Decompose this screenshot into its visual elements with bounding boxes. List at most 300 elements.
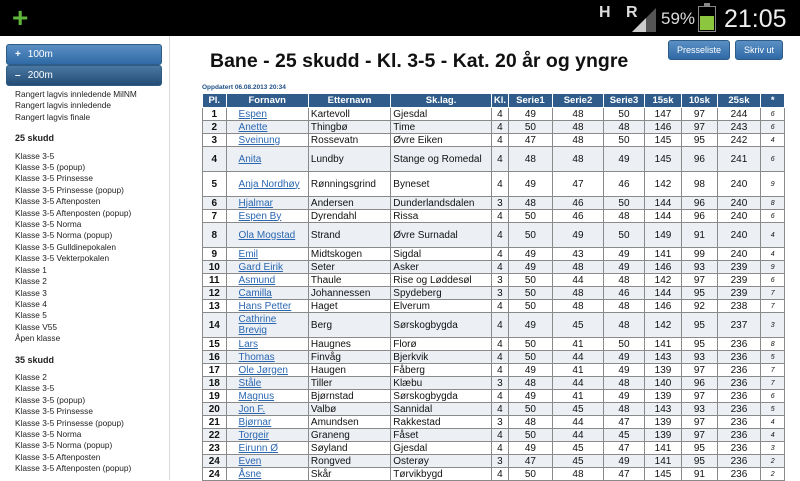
signal-icon [630,6,658,32]
table-row [203,313,785,338]
place-cell: 24 [203,468,227,481]
press-list-button[interactable]: Presseliste [668,40,730,60]
star-cell: 6 [761,147,785,172]
last-name-cell: Andersen [308,197,390,210]
star-cell: 6 [761,390,785,403]
score10-cell: 97 [682,390,717,403]
class-cell: 4 [491,403,508,416]
score15-cell: 139 [644,416,681,429]
class-cell: 3 [491,287,508,300]
athlete-link[interactable]: Asmund [238,274,276,286]
star-cell: 5 [761,403,785,416]
star-cell: 8 [761,338,785,351]
club-cell: Time [391,121,492,134]
class-cell: 3 [491,455,508,468]
club-cell: Gjesdal [391,108,492,121]
sidebar-link[interactable]: Klasse 3-5 Gulldinepokalen [15,241,117,252]
athlete-link[interactable]: Ståle [238,377,262,389]
print-button[interactable]: Skriv ut [735,40,783,60]
series1-cell: 49 [508,364,552,377]
place-cell: 15 [203,338,227,351]
class-cell: 4 [491,121,508,134]
page-title: Bane - 25 skudd - Kl. 3-5 - Kat. 20 år og yngre [210,50,629,72]
club-cell: Klæbu [391,377,492,390]
star-cell: 6 [761,210,785,223]
sidebar-link[interactable]: Klasse 3-5 Norma (popup) [15,230,113,241]
athlete-link[interactable]: Camilla [238,287,272,299]
series3-cell: 50 [604,338,645,351]
star-cell: 4 [761,248,785,261]
class-cell: 4 [491,442,508,455]
club-cell: Gjesdal [391,442,492,455]
first-name-cell [226,248,308,261]
series1-cell: 48 [508,197,552,210]
column-header: Etternavn [308,94,390,108]
table-row [203,468,785,481]
series1-cell: 49 [508,261,552,274]
athlete-link[interactable]: Gard Eirik [238,261,283,273]
place-cell: 17 [203,364,227,377]
class-cell: 4 [491,390,508,403]
first-name-cell [226,416,308,429]
club-cell: Sigdal [391,248,492,261]
place-cell: 4 [203,147,227,172]
score10-cell: 97 [682,364,717,377]
column-header: Sk.lag. [391,94,492,108]
star-cell: 4 [761,134,785,147]
sidebar-link[interactable]: Klasse 2 [15,371,47,382]
first-name-cell [226,287,308,300]
series3-cell: 50 [604,197,645,210]
score15-cell: 139 [644,429,681,442]
place-cell: 1 [203,108,227,121]
score25-cell: 240 [717,197,761,210]
expand-icon: + [15,49,21,60]
last-name-cell: Finvåg [308,351,390,364]
place-cell: 8 [203,223,227,248]
athlete-link[interactable]: Lars [238,338,258,350]
network-r-icon: R [626,4,638,21]
score15-cell: 144 [644,197,681,210]
score15-cell: 144 [644,210,681,223]
first-name-cell [226,364,308,377]
column-header: Pl. [203,94,227,108]
results-table [202,93,785,481]
sidebar-link[interactable]: Klasse 3-5 Prinsesse [15,406,93,417]
score25-cell: 242 [717,134,761,147]
series2-cell: 45 [552,403,603,416]
table-row [203,210,785,223]
athlete-link[interactable]: Espen [238,108,267,120]
table-row [203,147,785,172]
sidebar-link[interactable]: Åpen klasse [15,333,61,344]
class-cell: 4 [491,172,508,197]
sidebar-links [15,89,137,475]
score10-cell: 97 [682,108,717,121]
class-cell: 3 [491,416,508,429]
score10-cell: 98 [682,172,717,197]
place-cell: 7 [203,210,227,223]
score10-cell: 97 [682,416,717,429]
star-cell: 2 [761,455,785,468]
series1-cell: 50 [508,274,552,287]
score10-cell: 95 [682,287,717,300]
first-name-cell [226,197,308,210]
score15-cell: 143 [644,403,681,416]
athlete-link[interactable]: Sveinung [238,134,281,146]
score10-cell: 95 [682,338,717,351]
athlete-link[interactable]: Anita [238,153,262,165]
series2-cell: 49 [552,223,603,248]
last-name-cell: Thingbø [308,121,390,134]
series1-cell: 48 [508,147,552,172]
sidebar-link[interactable]: Klasse 3-5 [15,150,55,161]
first-name-cell [226,468,308,481]
series1-cell: 47 [508,455,552,468]
battery-percent: 59% [661,9,696,28]
column-header: Serie3 [604,94,645,108]
club-cell: Sørskogbygda [391,390,492,403]
sidebar-heading-25: 25 skudd [15,133,55,144]
score15-cell: 147 [644,108,681,121]
sidebar-link[interactable]: Klasse 3-5 Prinsesse (popup) [15,417,124,428]
club-cell: Bjerkvik [391,351,492,364]
last-name-cell: Amundsen [308,416,390,429]
place-cell: 6 [203,197,227,210]
last-name-cell: Tiller [308,377,390,390]
sidebar-link[interactable]: Klasse 3-5 Vekterpokalen [15,253,110,264]
score25-cell: 236 [717,429,761,442]
place-cell: 14 [203,313,227,338]
series1-cell: 50 [508,429,552,442]
series3-cell: 45 [604,429,645,442]
series1-cell: 49 [508,172,552,197]
main-content [170,36,800,480]
series2-cell: 44 [552,377,603,390]
series2-cell: 44 [552,416,603,429]
class-cell: 4 [491,108,508,121]
table-row [203,403,785,416]
star-cell: 3 [761,442,785,455]
score15-cell: 144 [644,287,681,300]
class-cell: 4 [491,429,508,442]
first-name-cell [226,147,308,172]
sidebar [0,36,170,480]
club-cell: Dunderlandsdalen [391,197,492,210]
series2-cell: 44 [552,274,603,287]
sidebar-link[interactable]: Klasse 3-5 Aftenposten (popup) [15,463,132,474]
first-name-cell [226,351,308,364]
class-cell: 3 [491,197,508,210]
series1-cell: 50 [508,338,552,351]
first-name-cell [226,210,308,223]
score25-cell: 243 [717,121,761,134]
score15-cell: 142 [644,313,681,338]
table-header-row [203,94,785,108]
place-cell: 22 [203,429,227,442]
clock: 21:05 [724,5,787,33]
sidebar-link[interactable]: Klasse 2 [15,276,47,287]
star-cell: 4 [761,223,785,248]
athlete-link[interactable]: Hans Petter [238,300,292,312]
series3-cell: 46 [604,172,645,197]
series2-cell: 46 [552,210,603,223]
accordion-200m[interactable] [6,65,162,86]
series2-cell: 45 [552,313,603,338]
network-h-icon: H [599,4,611,21]
table-row [203,287,785,300]
star-cell: 5 [761,351,785,364]
club-cell: Byneset [391,172,492,197]
sidebar-link[interactable]: Klasse 3-5 (popup) [15,394,86,405]
sidebar-link[interactable]: Klasse 3-5 (popup) [15,162,86,173]
athlete-link[interactable]: Anja Nordhøy [238,178,300,190]
sidebar-link[interactable]: Klasse 5 [15,310,47,321]
score25-cell: 236 [717,416,761,429]
sidebar-link[interactable]: Klasse 3-5 Aftenposten [15,196,101,207]
sidebar-link[interactable]: Klasse 3-5 Norma (popup) [15,440,113,451]
class-cell: 4 [491,300,508,313]
series1-cell: 50 [508,300,552,313]
collapse-icon: – [15,70,21,81]
column-header: * [761,94,785,108]
sidebar-link[interactable]: Klasse V55 [15,321,57,332]
athlete-link[interactable]: Anette [238,121,268,133]
score25-cell: 237 [717,313,761,338]
table-row [203,377,785,390]
series2-cell: 48 [552,261,603,274]
column-header: 15sk [644,94,681,108]
athlete-link[interactable]: Cathrine Brevig [238,314,277,336]
score25-cell: 239 [717,261,761,274]
club-cell: Asker [391,261,492,274]
sidebar-heading-35: 35 skudd [15,354,55,365]
sidebar-link[interactable]: Klasse 4 [15,298,47,309]
last-name-cell: Johannessen [308,287,390,300]
sidebar-link[interactable]: Rangert lagvis innledende MilNM [15,89,137,99]
column-header: Kl. [491,94,508,108]
score10-cell: 93 [682,261,717,274]
athlete-link[interactable]: Ole Jørgen [238,364,288,376]
score15-cell: 139 [644,364,681,377]
place-cell: 23 [203,442,227,455]
series1-cell: 49 [508,313,552,338]
class-cell: 4 [491,147,508,172]
series2-cell: 46 [552,197,603,210]
athlete-link[interactable]: Ola Mogstad [238,229,296,241]
sidebar-link[interactable]: Klasse 3-5 [15,383,55,394]
series2-cell: 48 [552,147,603,172]
first-name-cell [226,274,308,287]
score15-cell: 139 [644,390,681,403]
place-cell: 11 [203,274,227,287]
club-cell: Fåset [391,429,492,442]
club-cell: Elverum [391,300,492,313]
sidebar-link[interactable]: Klasse 3-5 Aftenposten (popup) [15,207,132,218]
sidebar-link[interactable]: Rangert lagvis finale [15,111,91,122]
club-cell: Tørvikbygd [391,468,492,481]
last-name-cell: Rossevatn [308,134,390,147]
series3-cell: 50 [604,108,645,121]
class-cell: 3 [491,274,508,287]
class-cell: 4 [491,248,508,261]
column-header: Fornavn [226,94,308,108]
club-cell: Rissa [391,210,492,223]
series3-cell: 47 [604,468,645,481]
score25-cell: 240 [717,210,761,223]
sidebar-link[interactable]: Klasse 3 [15,287,47,298]
athlete-link[interactable]: Espen By [238,210,282,222]
series2-cell: 48 [552,121,603,134]
score10-cell: 96 [682,377,717,390]
club-cell: Stange og Romedal [391,147,492,172]
score10-cell: 96 [682,197,717,210]
sidebar-link[interactable]: Klasse 3-5 Prinsesse [15,173,93,184]
club-cell: Rise og Løddesøl [391,274,492,287]
score15-cell: 145 [644,147,681,172]
score15-cell: 145 [644,468,681,481]
accordion-100m[interactable] [6,44,162,65]
sidebar-link[interactable]: Klasse 3-5 Norma [15,219,82,230]
class-cell: 4 [491,351,508,364]
star-cell: 6 [761,121,785,134]
score15-cell: 145 [644,134,681,147]
series2-cell: 48 [552,468,603,481]
athlete-link[interactable]: Torgeir [238,429,270,441]
table-row [203,108,785,121]
club-cell: Spydeberg [391,287,492,300]
athlete-link[interactable]: Hjalmar [238,197,273,209]
score10-cell: 95 [682,442,717,455]
series3-cell: 50 [604,223,645,248]
last-name-cell: Graneng [308,429,390,442]
accordion-label: 200m [27,70,53,81]
first-name-cell [226,300,308,313]
athlete-link[interactable]: Emil [238,248,258,260]
series1-cell: 50 [508,210,552,223]
score25-cell: 236 [717,442,761,455]
table-row [203,172,785,197]
place-cell: 2 [203,121,227,134]
star-cell: 4 [761,429,785,442]
series2-cell: 41 [552,364,603,377]
series2-cell: 44 [552,429,603,442]
score10-cell: 96 [682,147,717,172]
athlete-link[interactable]: Thomas [238,351,275,363]
status-bar [0,0,800,36]
star-cell: 6 [761,108,785,121]
series2-cell: 47 [552,172,603,197]
athlete-link[interactable]: Bjørnar [238,416,272,428]
score15-cell: 146 [644,300,681,313]
score15-cell: 141 [644,442,681,455]
score15-cell: 149 [644,223,681,248]
table-row [203,121,785,134]
series3-cell: 48 [604,377,645,390]
series1-cell: 50 [508,223,552,248]
class-cell: 3 [491,377,508,390]
score10-cell: 95 [682,134,717,147]
first-name-cell [226,223,308,248]
club-cell: Osterøy [391,455,492,468]
sidebar-link[interactable]: Klasse 3-5 Aftenposten [15,451,101,462]
score25-cell: 239 [717,274,761,287]
score10-cell: 93 [682,351,717,364]
star-cell: 6 [761,274,785,287]
series2-cell: 48 [552,108,603,121]
class-cell: 4 [491,261,508,274]
score15-cell: 141 [644,455,681,468]
first-name-cell [226,442,308,455]
score10-cell: 92 [682,300,717,313]
first-name-cell [226,390,308,403]
place-cell: 9 [203,248,227,261]
first-name-cell [226,455,308,468]
table-row [203,416,785,429]
series3-cell: 46 [604,287,645,300]
athlete-link[interactable]: Eirunn Ø [238,442,278,454]
club-cell: Sørskogbygda [391,313,492,338]
column-header: Serie1 [508,94,552,108]
class-cell: 4 [491,134,508,147]
series1-cell: 48 [508,416,552,429]
score25-cell: 240 [717,248,761,261]
table-row [203,223,785,248]
last-name-cell: Kartevoll [308,108,390,121]
sidebar-link[interactable]: Klasse 3-5 Norma [15,428,82,439]
first-name-cell [226,261,308,274]
series2-cell: 45 [552,442,603,455]
star-cell: 7 [761,377,785,390]
athlete-link[interactable]: Åsne [238,468,262,480]
score25-cell: 236 [717,390,761,403]
athlete-link[interactable]: Magnus [238,390,275,402]
series2-cell: 45 [552,455,603,468]
place-cell: 12 [203,287,227,300]
column-header: 10sk [682,94,717,108]
sidebar-link[interactable]: Klasse 3-5 Prinsesse (popup) [15,184,124,195]
first-name-cell [226,121,308,134]
series1-cell: 49 [508,390,552,403]
sidebar-link[interactable]: Rangert lagvis innledende [15,100,111,111]
first-name-cell [226,134,308,147]
sidebar-link[interactable]: Klasse 1 [15,264,47,275]
last-name-cell: Søyland [308,442,390,455]
series2-cell: 44 [552,351,603,364]
series2-cell: 48 [552,300,603,313]
updated-timestamp: Oppdatert 06.08.2013 20:34 [202,84,286,91]
athlete-link[interactable]: Jon F. [238,403,266,415]
place-cell: 20 [203,403,227,416]
last-name-cell: Seter [308,261,390,274]
series3-cell: 50 [604,134,645,147]
series3-cell: 48 [604,274,645,287]
first-name-cell [226,108,308,121]
athlete-link[interactable]: Even [238,455,262,467]
last-name-cell: Rønningsgrind [308,172,390,197]
club-cell: Florø [391,338,492,351]
star-cell: 2 [761,468,785,481]
score15-cell: 146 [644,261,681,274]
score10-cell: 93 [682,403,717,416]
class-cell: 4 [491,223,508,248]
last-name-cell: Midtskogen [308,248,390,261]
score25-cell: 236 [717,351,761,364]
series1-cell: 49 [508,442,552,455]
score15-cell: 141 [644,338,681,351]
class-cell: 4 [491,468,508,481]
table-row [203,134,785,147]
